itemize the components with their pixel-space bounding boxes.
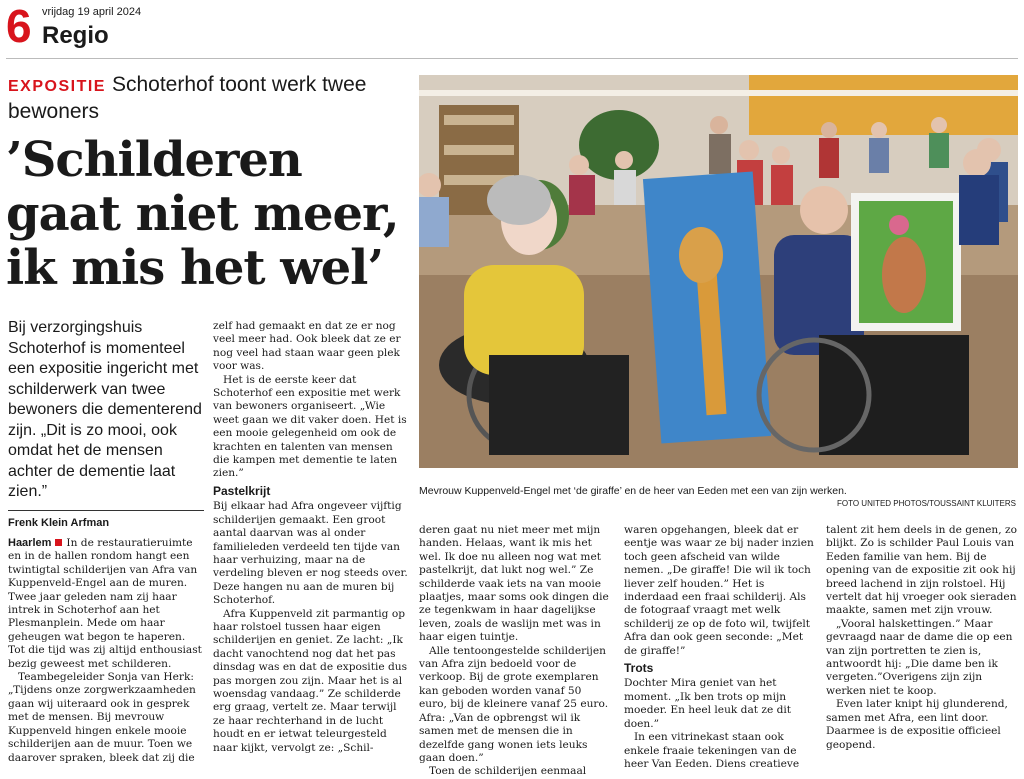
article-headline: ’Schilderen gaat niet meer, ik mis het wel’ (6, 132, 399, 296)
paragraph: Dochter Mira geniet van het moment. „Ik ben trots op mijn moeder. En heel leuk dat ze dit doen.” (624, 677, 792, 730)
article-column-1 (8, 537, 204, 765)
subheading: Pastelkrijt (213, 483, 271, 498)
issue-date: vrijdag 19 april 2024 (42, 6, 142, 18)
kicker-text: Schoterhof toont werk twee bewoners (8, 73, 367, 123)
article-column-5 (826, 524, 1018, 752)
paragraph: In een vitrinekast staan ook enkele fraaie tekeningen van de heer Van Eeden. Diens creatieve (624, 731, 800, 770)
article-photo (419, 75, 1018, 468)
paragraph: Alle tentoongestelde schilderijen van Afra zijn bedoeld voor de verkoop. Bij de grote exemplaren kan geboden worden vanaf 50 euro, bij de kleinere vanaf 25 euro. Afra: „Van de opbrengst wil ik samen met de mensen die in dezelfde gang wonen iets leuks gaan doen.” (419, 644, 609, 764)
dateline-marker-icon (55, 539, 62, 546)
paragraph: Het is de eerste keer dat Schoterhof een expositie met werk van bewoners organiseert. „Wie weet gaan we dit vaker doen. Het is een mooie gelegenheid om ook de krachten en talenten van mensen die kampen met dementie te laten zien.” (213, 373, 407, 480)
paragraph: In de restauratieruimte en in de hallen rondom hangt een twintigtal schilderijen van Afra van Kuppenveld-Engel aan de muren. Twee jaar geleden nam zij haar intrek in Schoterhof aan het Plesmanplein. Mede om haar geheugen wat begon te haperen. Tot die tijd was zij altijd enthousiast bezig geweest met schilderen. (8, 537, 202, 670)
paragraph: waren opgehangen, bleek dat er eentje was waar ze bij nader inzien toch geen afscheid van wilde nemen. „De giraffe! Die wil ik toch liever zelf houden.” Het is inderdaad een fraai schilderij. Als de fotograaf vraagt met welk schilderij ze op de foto wil, twijfelt Afra dan ook geen seconde: „Met de giraffe!” (624, 524, 814, 657)
article-column-3 (419, 524, 612, 779)
photo-credit: FOTO UNITED PHOTOS/TOUSSAINT KLUITERS (837, 499, 1016, 508)
article-intro: Bij verzorgingshuis Schoterhof is momenteel een expositie ingericht met schilderwerk van twee bewoners die dementerend zijn. „Dit is zo mooi, ook omdat het de mensen achter de dementie laat zien.” (8, 319, 202, 500)
header-divider (6, 58, 1018, 59)
dateline: Haarlem (8, 537, 52, 549)
paragraph: „Vooral halskettingen.” Maar gevraagd naar de dame die op een van zijn portretten te zien is, antwoordt hij: „Die dame ben ik vergeten.”Overigens zijn zijn werken niet te koop. (826, 617, 1013, 697)
paragraph: Toen de schilderijen eenmaal (429, 765, 587, 778)
paragraph: talent zit hem deels in de genen, zo blijkt. Zo is schilder Paul Louis van Eeden familie van hem. Bij de opening van de expositie zit ook hij breed lachend in zijn rolstoel. Hij vertelt dat hij vroeger ook sieraden maakte, samen met zijn vrouw. (826, 524, 1017, 617)
article-kicker (8, 72, 408, 124)
article-column-2 (213, 320, 411, 755)
photo-caption: Mevrouw Kuppenveld-Engel met ‘de giraffe’ en de heer van Eeden met een van zijn werken. (419, 485, 847, 497)
paragraph: Afra Kuppenveld zit parmantig op haar rolstoel tussen haar eigen schilderijen en geniet. Ze lacht: „Ik dacht vanochtend nog dat het pas dinsdag was en dat de expositie dus pas morgen zou zijn. Maar het is al woensdag vandaag.” Ze schilderde erg graag, vertelt ze. Maar terwijl ze haar rechterhand in de lucht houdt en er ietwat teleurgesteld naar kijkt, vervolgt ze: „Schil- (213, 607, 408, 754)
section-title: Regio (42, 22, 109, 49)
paragraph: zelf had gemaakt en dat ze er nog veel meer had. Ook bleek dat ze er nog veel had staan waar geen plek voor was. (213, 320, 401, 373)
article-author: Frenk Klein Arfman (8, 510, 204, 529)
paragraph: Bij elkaar had Afra ongeveer vijftig schilderijen gemaakt. Een groot aantal daarvan was al onder familieleden verdeeld ten tijde van haar verhuizing, maar na de verdeling bleven er nog steeds over. Deze hangen nu aan de muren bij Schoterhof. (213, 500, 408, 607)
page-number: 6 (6, 0, 32, 52)
paragraph: Even later knipt hij glunderend, samen met Afra, een lint door. Daarmee is de expositie officieel geopend. (826, 698, 1008, 751)
kicker-label: EXPOSITIE (8, 78, 106, 95)
paragraph: deren gaat nu niet meer met mijn handen. Helaas, want ik mis het wel. Ik doe nu alleen nog wat met pastelkrijt, dat lukt nog wel.” Ze schilderde vaak iets na van mooie plaatjes, maar soms ook dingen die ze tegenkwam in haar dagelijkse leven, zoals de waslijn met was in haar eigen tuintje. (419, 524, 609, 644)
article-column-4 (624, 524, 814, 771)
page-header (0, 0, 1024, 62)
subheading: Trots (624, 661, 654, 676)
paragraph: Teambegeleider Sonja van Herk: „Tijdens onze zorgwerkzaamheden gaan wij uiteraard ook in gesprek met de mensen. Bij mevrouw Kuppenveld hingen enkele mooie schilderijen aan de muur. Toen we daarover spraken, bleek dat zij die (8, 671, 196, 764)
